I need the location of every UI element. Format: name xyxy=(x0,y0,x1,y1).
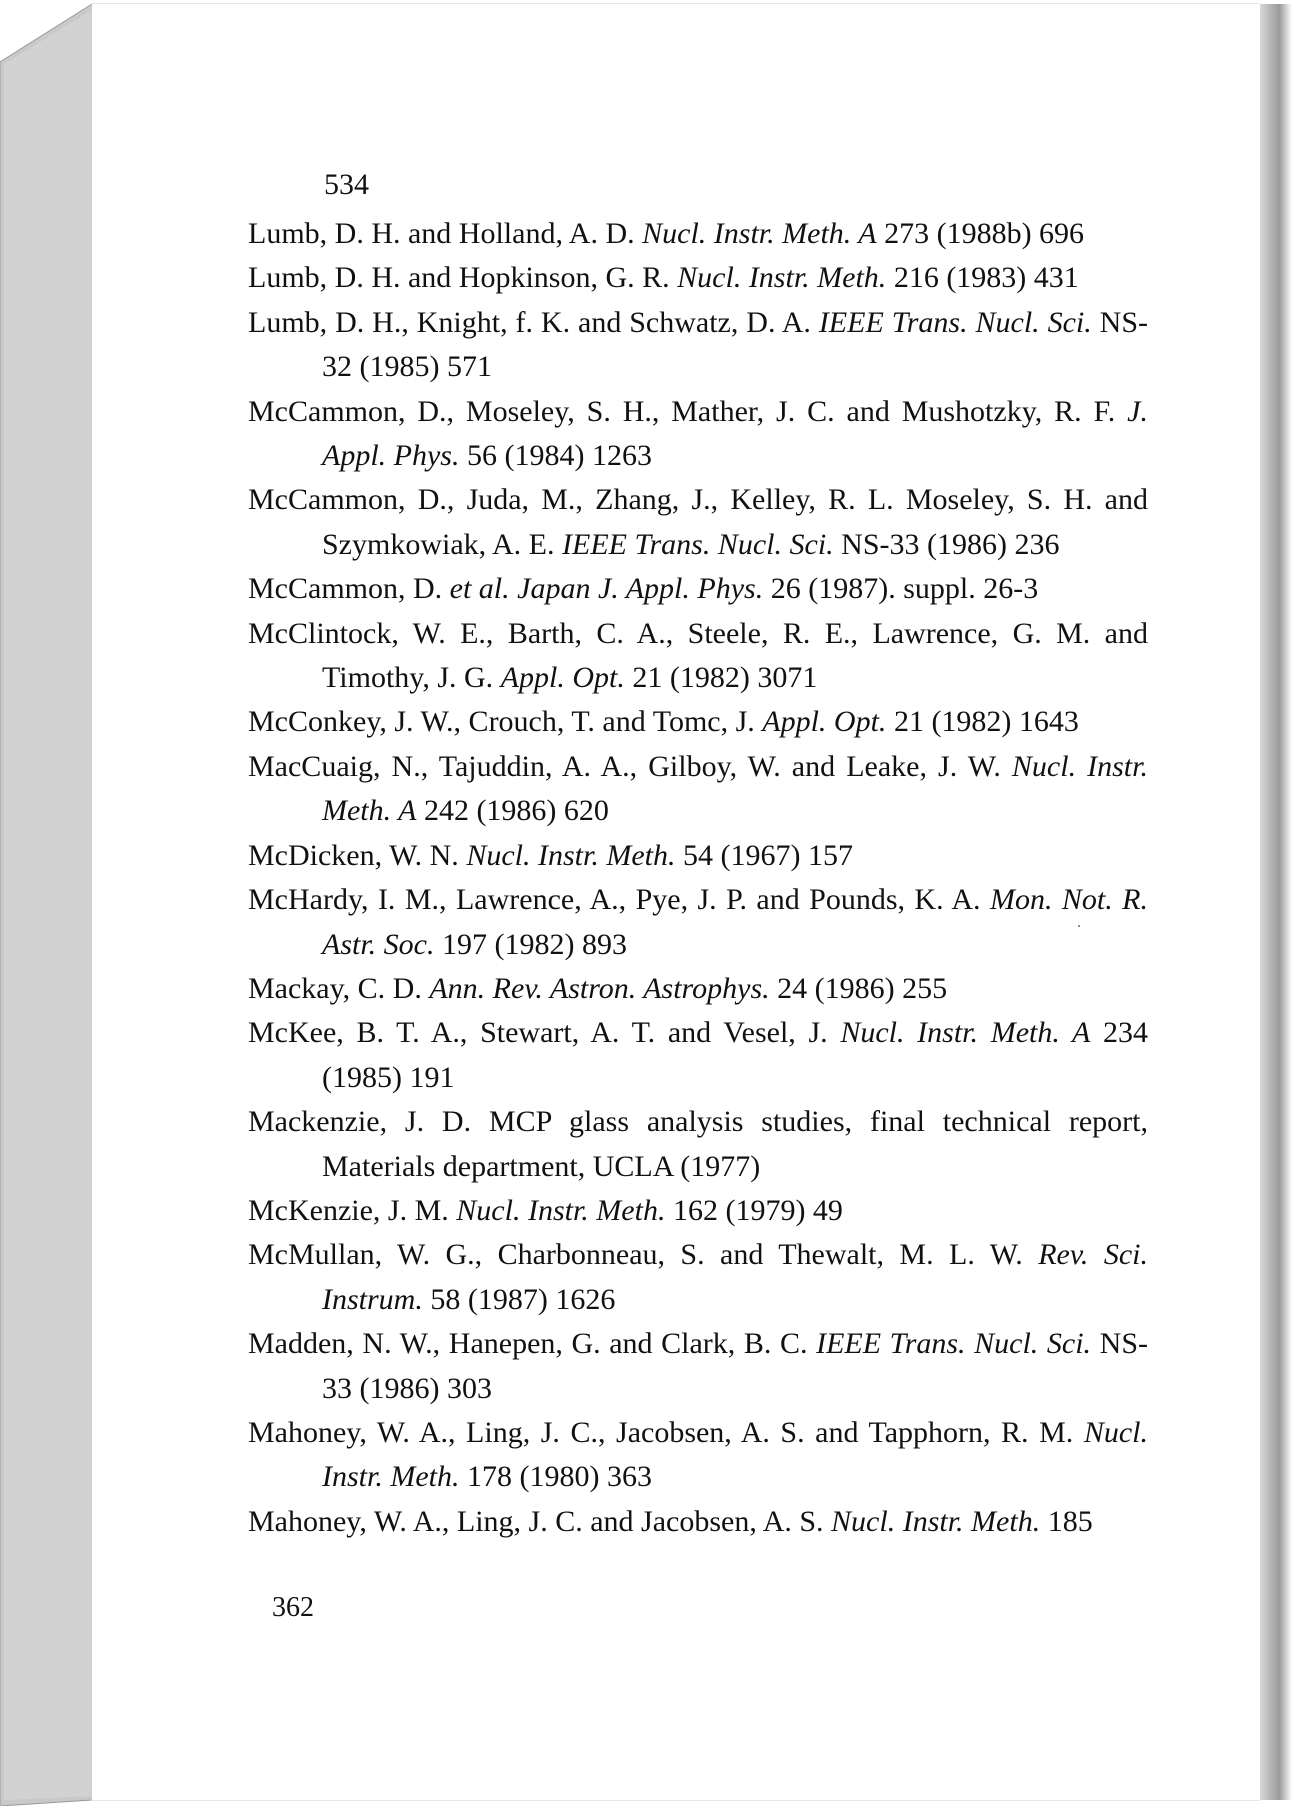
page-edge-shadow xyxy=(1260,4,1292,1800)
reference-post-text: 21 (1982) 3071 xyxy=(624,661,818,695)
reference-ital-text: Appl. Opt. xyxy=(762,705,887,739)
reference-ital-text: IEEE Trans. Nucl. Sci. xyxy=(562,527,834,561)
reference-entry xyxy=(248,834,1148,878)
reference-pre-text: McHardy, I. M., Lawrence, A., Pye, J. P. and Pounds, K. A. xyxy=(248,883,990,917)
reference-pre-text: McMullan, W. G., Charbonneau, S. and Thewalt, M. L. W. xyxy=(248,1238,1039,1272)
reference-post-text: 56 (1984) 1263 xyxy=(459,439,652,473)
reference-post-text: 234 (1985) 191 xyxy=(322,1016,1149,1094)
reference-ital-text: Nucl. Instr. Meth. xyxy=(831,1504,1041,1538)
reference-post-text: 26 (1987). suppl. 26-3 xyxy=(763,572,1039,606)
page-top-number: 534 xyxy=(324,168,369,201)
reference-ital-text: Mon. Not. R. Astr. Soc. xyxy=(322,883,1148,961)
reference-post-text: 178 (1980) 363 xyxy=(459,1460,652,1494)
reference-ital-text: et al. Japan J. Appl. Phys. xyxy=(449,572,764,606)
reference-entry xyxy=(248,567,1148,611)
reference-pre-text: McCammon, D., Juda, M., Zhang, J., Kelley, R. L. Moseley, S. H. and Szymkowiak, A. E. xyxy=(248,483,1148,561)
reference-entry xyxy=(248,1500,1148,1544)
reference-ital-text: Nucl. Instr. Meth. A xyxy=(642,217,877,250)
reference-pre-text: McDicken, W. N. xyxy=(248,838,467,872)
reference-pre-text: Mahoney, W. A., Ling, J. C., Jacobsen, A. S. and Tapphorn, R. M. xyxy=(248,1415,1084,1449)
reference-pre-text: McConkey, J. W., Crouch, T. and Tomc, J. xyxy=(248,705,763,739)
reference-ital-text: Nucl. Instr. Meth. A xyxy=(322,749,1148,828)
reference-pre-text: Lumb, D. H., Knight, f. K. and Schwatz, D. A. xyxy=(248,305,819,339)
reference-entry xyxy=(248,1322,1148,1411)
reference-post-text: NS-33 (1986) 303 xyxy=(322,1327,1148,1405)
reference-post-text: 162 (1979) 49 xyxy=(665,1193,843,1227)
reference-pre-text: McClintock, W. E., Barth, C. A., Steele, R. E., Lawrence, G. M. and Timothy, J. G. xyxy=(248,616,1148,695)
reference-post-text: 273 (1988b) 696 xyxy=(876,217,1085,250)
reference-entry xyxy=(248,256,1148,300)
reference-entry xyxy=(248,878,1148,967)
reference-entry xyxy=(248,1011,1148,1100)
reference-post-text: NS-33 (1986) 236 xyxy=(833,527,1060,561)
reference-pre-text: Madden, N. W., Hanepen, G. and Clark, B. C. xyxy=(248,1327,817,1361)
reference-entry xyxy=(248,612,1148,701)
reference-pre-text: McKenzie, J. M. xyxy=(248,1193,457,1227)
reference-entry xyxy=(248,1100,1148,1189)
reference-post-text: 21 (1982) 1643 xyxy=(886,705,1079,739)
reference-ital-text: Rev. Sci. Instrum. xyxy=(322,1238,1148,1316)
reference-pre-text: MacCuaig, N., Tajuddin, A. A., Gilboy, W. and Leake, J. W. xyxy=(248,749,1012,783)
reference-pre-text: McCammon, D. xyxy=(248,572,450,606)
reference-ital-text: Ann. Rev. Astron. Astrophys. xyxy=(429,971,770,1005)
reference-entry xyxy=(248,390,1148,479)
reference-pre-text: Lumb, D. H. and Hopkinson, G. R. xyxy=(248,261,678,295)
reference-entry xyxy=(248,967,1148,1011)
reference-ital-text: Nucl. Instr. Meth. xyxy=(456,1193,666,1227)
reference-post-text: 185 xyxy=(1040,1504,1093,1538)
reference-list xyxy=(248,212,1148,1544)
reference-entry xyxy=(248,478,1148,567)
reference-ital-text: Nucl. Instr. Meth. xyxy=(677,261,887,295)
reference-post-text: 197 (1982) 893 xyxy=(434,927,627,961)
reference-ital-text: Nucl. Instr. Meth. xyxy=(322,1415,1148,1494)
reference-pre-text: McCammon, D., Moseley, S. H., Mather, J. C. and Mushotzky, R. F. xyxy=(248,394,1128,428)
reference-ital-text: Nucl. Instr. Meth. A xyxy=(840,1016,1091,1050)
reference-ital-text: IEEE Trans. Nucl. Sci. xyxy=(816,1327,1092,1361)
reference-entry xyxy=(248,1233,1148,1322)
reference-pre-text: Mahoney, W. A., Ling, J. C. and Jacobsen, A. S. xyxy=(248,1504,832,1538)
reference-pre-text: McKee, B. T. A., Stewart, A. T. and Vesel, J. xyxy=(248,1016,841,1050)
reference-pre-text: Mackay, C. D. xyxy=(248,971,430,1005)
reference-post-text: 242 (1986) 620 xyxy=(416,794,609,828)
reference-post-text: NS-32 (1985) 571 xyxy=(322,305,1148,384)
reference-ital-text: J. Appl. Phys. xyxy=(322,394,1148,473)
reference-ital-text: IEEE Trans. Nucl. Sci. xyxy=(818,305,1092,339)
reference-post-text: 24 (1986) 255 xyxy=(769,971,948,1005)
reference-entry xyxy=(248,1189,1148,1233)
page-bottom-number: 362 xyxy=(272,1592,314,1623)
reference-pre-text: Lumb, D. H. and Holland, A. D. xyxy=(248,217,643,250)
reference-post-text: 216 (1983) 431 xyxy=(886,261,1079,295)
reference-entry xyxy=(248,745,1148,834)
reference-pre-text: Mackenzie, J. D. MCP glass analysis studies, final technical report, Materials department, UCLA (1977) xyxy=(248,1105,1148,1183)
reference-ital-text: Nucl. Instr. Meth. xyxy=(466,838,676,872)
reference-post-text: 54 (1967) 157 xyxy=(675,838,853,872)
reference-entry xyxy=(248,700,1148,744)
reference-ital-text: Appl. Opt. xyxy=(500,661,625,695)
reference-post-text: 58 (1987) 1626 xyxy=(422,1282,616,1316)
reference-entry xyxy=(248,1411,1148,1500)
reference-entry xyxy=(248,212,1148,256)
reference-entry xyxy=(248,301,1148,390)
